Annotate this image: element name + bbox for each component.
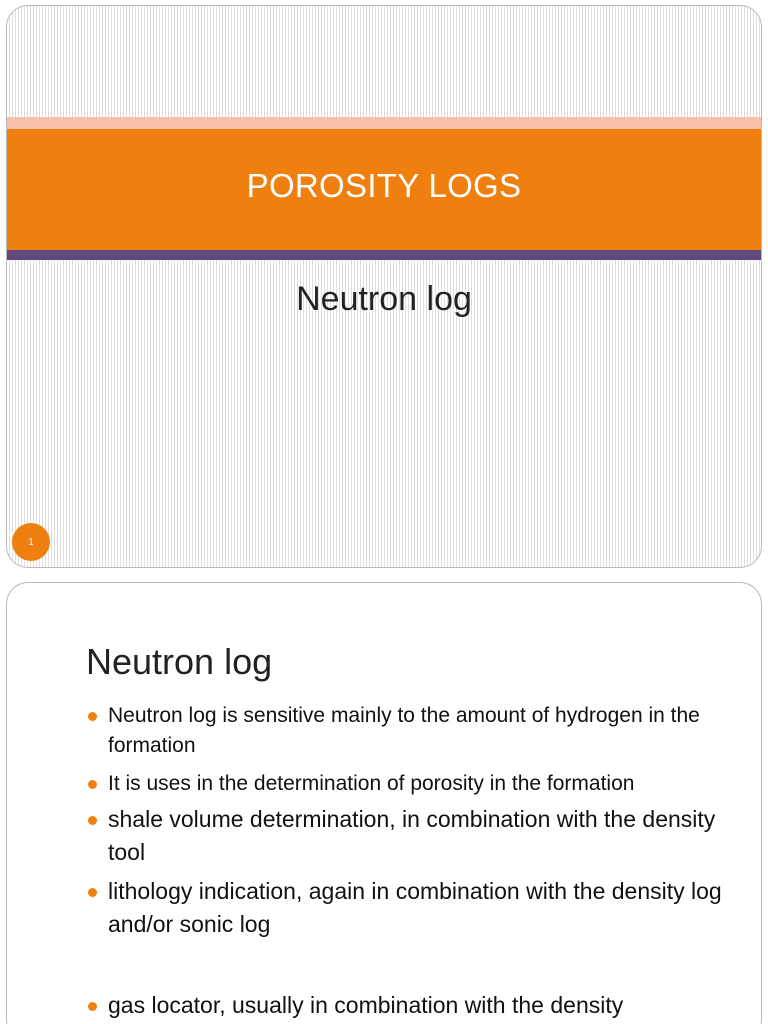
content-title: Neutron log	[86, 641, 273, 682]
bullet-dot-icon	[88, 888, 97, 897]
bullet-text: lithology indication, again in combination with the density log and/or sonic log	[108, 878, 722, 937]
bullet-dot-icon	[88, 1002, 97, 1011]
slide-1	[6, 5, 762, 568]
bullet-list	[86, 701, 746, 1022]
bullet-item	[86, 989, 746, 1022]
slide-title: POROSITY LOGS	[246, 166, 522, 204]
decorative-pink-strip	[7, 117, 761, 129]
bullet-item	[86, 769, 746, 799]
bullet-text: gas locator, usually in combination with the density	[108, 992, 624, 1018]
slide-2	[6, 582, 762, 1024]
decorative-purple-strip	[7, 250, 761, 260]
bullet-dot-icon	[88, 816, 97, 825]
slide-subtitle: Neutron log	[296, 280, 472, 318]
bullet-item	[86, 803, 746, 869]
bullet-item	[86, 875, 746, 941]
bullet-text: shale volume determination, in combination with the density tool	[108, 806, 716, 865]
slide-number-badge: 1	[12, 523, 50, 561]
bullet-dot-icon	[88, 712, 97, 721]
title-band	[7, 129, 761, 250]
bullet-item	[86, 701, 746, 761]
bullet-text: Neutron log is sensitive mainly to the amount of hydrogen in the formation	[108, 704, 700, 757]
bullet-dot-icon	[88, 780, 97, 789]
bullet-text: It is uses in the determination of porosity in the formation	[108, 772, 635, 795]
